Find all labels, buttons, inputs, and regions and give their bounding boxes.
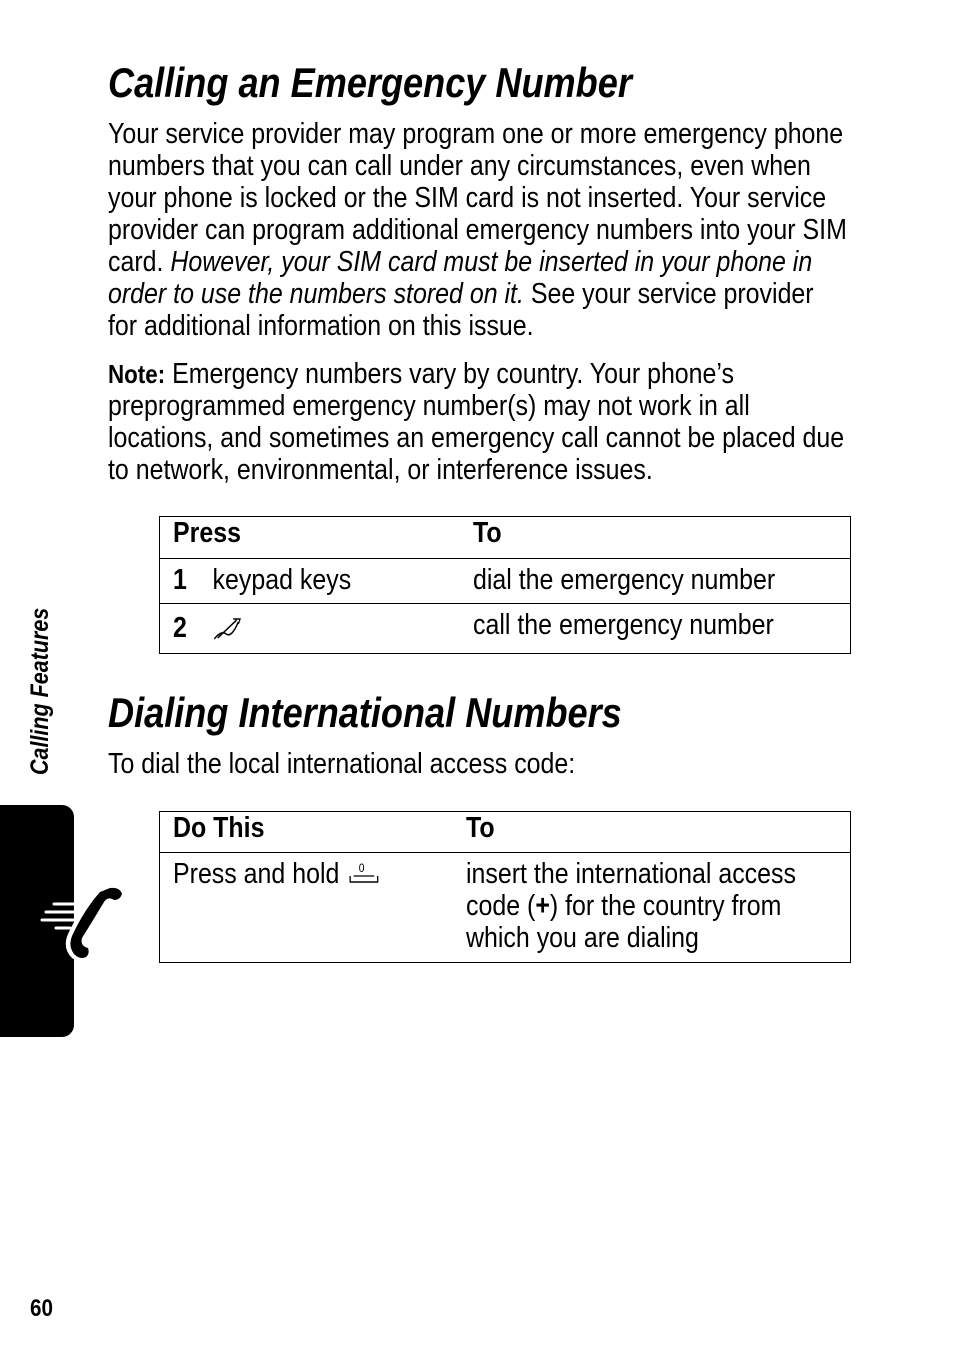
send-key-icon xyxy=(213,616,244,642)
side-chapter-label: Calling Features xyxy=(26,607,54,775)
step-action-line: code (+) for the country from xyxy=(466,890,782,922)
note-label: Note: xyxy=(108,359,166,389)
table-header-to: To xyxy=(473,517,502,549)
zero-key-icon xyxy=(346,861,380,889)
step-number: 1 xyxy=(173,564,187,596)
step-action: call the emergency number xyxy=(473,609,774,641)
phone-handset-icon xyxy=(40,878,132,964)
page-number: 60 xyxy=(30,1295,53,1322)
step-number: 2 xyxy=(173,612,187,644)
step-action-line: which you are dialing xyxy=(466,922,700,954)
step-instruction: Press and hold xyxy=(173,858,347,890)
emergency-intro-paragraph: Your service provider may program one or more emergency phone numbers that you can call under any circumstances, even when your phone is locked or the SIM card is not inserted. Your service provider can program additional emergency numbers into your SIM card. However, your SIM card must be inserted in your phone in order to use the numbers stored on it. See your service provider for additional information on this issue. xyxy=(108,118,847,342)
table-header-to: To xyxy=(466,812,495,844)
step-key: keypad keys xyxy=(212,564,352,596)
step-action: dial the emergency number xyxy=(473,564,776,596)
plus-symbol: + xyxy=(535,890,551,922)
svg-text:0: 0 xyxy=(358,862,365,876)
emergency-steps-table xyxy=(159,516,851,654)
step-action-line: insert the international access xyxy=(466,858,797,890)
table-row xyxy=(160,604,851,654)
emergency-note-paragraph: Note: Emergency numbers vary by country. Your phone’s preprogrammed emergency number(s) may not work in all locations, and sometimes an emergency call cannot be placed due to network, environmental, or interference issues. xyxy=(108,358,845,486)
international-intro-paragraph: To dial the local international access code: xyxy=(108,748,576,780)
table-row xyxy=(160,559,851,604)
section-title-emergency: Calling an Emergency Number xyxy=(108,59,632,106)
international-steps-table xyxy=(159,811,851,963)
table-header-do-this: Do This xyxy=(173,812,265,844)
section-title-international: Dialing International Numbers xyxy=(108,689,622,736)
table-header-press: Press xyxy=(173,517,241,549)
table-row xyxy=(160,853,851,963)
